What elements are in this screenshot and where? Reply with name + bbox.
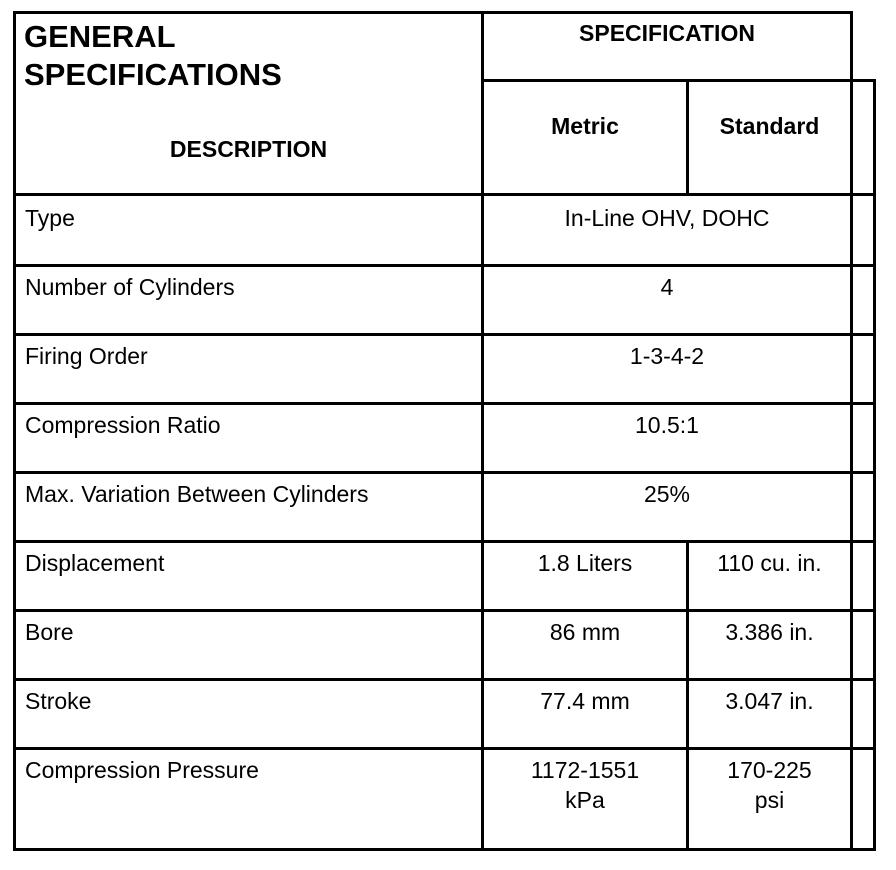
metric-header: Metric [551, 113, 619, 139]
row-description: Compression Ratio [25, 412, 221, 438]
row-description: Max. Variation Between Cylinders [25, 481, 369, 507]
row-description: Firing Order [25, 343, 148, 369]
description-header: DESCRIPTION [169, 136, 328, 162]
row-description: Type [25, 205, 75, 231]
page-title-line1: GENERAL [24, 19, 176, 54]
row-divider [13, 540, 876, 543]
row-value: 25% [643, 481, 691, 507]
row-value: In-Line OHV, DOHC [564, 205, 770, 231]
row-metric-value-line1: 1172-1551 [530, 757, 640, 783]
row-divider [13, 747, 876, 750]
row-value: 10.5:1 [635, 412, 699, 438]
row-divider [13, 609, 876, 612]
specification-header: SPECIFICATION [579, 20, 755, 46]
row-divider [13, 471, 876, 474]
row-value: 1-3-4-2 [629, 343, 705, 369]
row-divider [13, 402, 876, 405]
row-metric-value: 1.8 Liters [537, 550, 633, 576]
spec-header-divider [482, 79, 876, 82]
row-description: Compression Pressure [25, 757, 259, 783]
row-value: 4 [660, 274, 674, 300]
row-standard-value: 110 cu. in. [717, 550, 822, 576]
row-description: Number of Cylinders [25, 274, 235, 300]
row-description: Displacement [25, 550, 165, 576]
row-metric-value: 86 mm [549, 619, 621, 645]
table-border-right-outer [873, 79, 876, 851]
row-divider [13, 678, 876, 681]
row-description: Bore [25, 619, 74, 645]
row-metric-value-line2: kPa [565, 787, 605, 813]
table-border-right [850, 11, 853, 851]
row-standard-value: 3.386 in. [725, 619, 814, 645]
row-metric-value: 77.4 mm [540, 688, 630, 714]
page-title-line2: SPECIFICATIONS [24, 57, 282, 92]
row-description: Stroke [25, 688, 92, 714]
table-border-top [13, 11, 853, 14]
row-standard-value-line2: psi [754, 787, 785, 813]
header-bottom-line [13, 193, 876, 196]
row-standard-value: 3.047 in. [725, 688, 814, 714]
row-divider [13, 264, 876, 267]
row-divider [13, 333, 876, 336]
table-border-bottom [13, 848, 876, 851]
standard-header: Standard [719, 113, 820, 139]
row-standard-value-line1: 170-225 [727, 757, 812, 783]
